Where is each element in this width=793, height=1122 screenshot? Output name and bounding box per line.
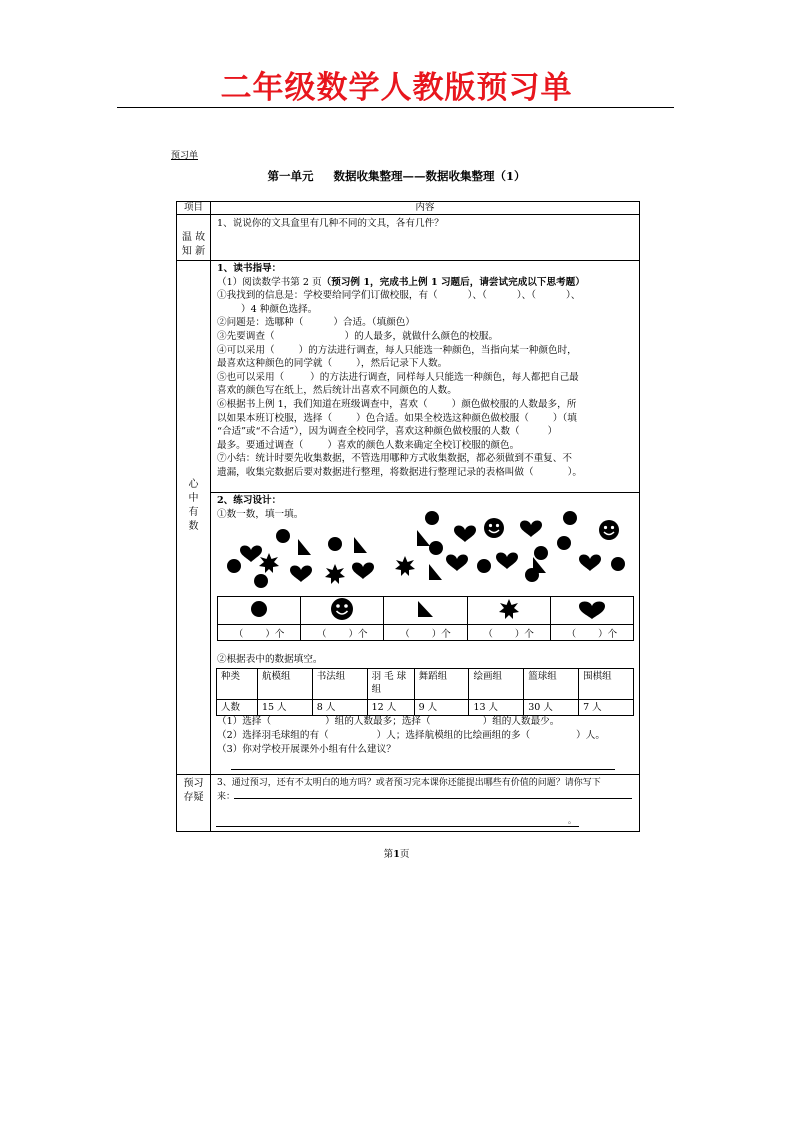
review-content-cell: [210, 214, 640, 261]
mind-label-4: 数: [188, 521, 199, 532]
group-data-table: [216, 668, 634, 716]
heart-icon: [579, 602, 605, 620]
review-question: 1、说说你的文具盒里有几种不同的文具，各有几件？: [217, 218, 444, 229]
s1-line8: ⑤也可以采用（ ）的方法进行调查，同样每人只能选一种颜色，每人都把自己最: [217, 371, 579, 383]
count-label: 人数: [217, 700, 258, 716]
section1-title: 1、读书指导：: [217, 263, 282, 274]
group-cell: 篮球组: [524, 669, 579, 700]
mind-label-cell: [176, 260, 211, 775]
s1-line10: ⑥根据书上例 1，我们知道在班级调查中，喜欢（ ）颜色做校服的人数最多，所: [217, 398, 577, 410]
count-cell-triangle: [384, 597, 467, 625]
mind-label-2: 中: [188, 493, 199, 504]
circle-icon: [425, 511, 439, 525]
header-item-cell: [176, 201, 211, 215]
s1-line12: “合适”或“不合适”），因为调查全校同学，喜欢这种颜色做校服的人数（ ）: [217, 426, 558, 438]
count-table: [217, 596, 634, 641]
count-cell-heart: [550, 597, 633, 625]
count-value: 12 人: [367, 700, 414, 716]
circle-icon: [276, 529, 290, 543]
heart-icon: [579, 555, 601, 572]
preview-label-2: 存疑: [183, 792, 204, 803]
star-icon: [499, 599, 519, 619]
group-cell: 围棋组: [579, 669, 634, 700]
review-label-cell: [176, 214, 211, 261]
section2-title: 2、练习设计：: [217, 495, 282, 506]
heart-icon: [240, 546, 262, 563]
mind-label-1: 心: [188, 479, 199, 490]
smiley-icon: [484, 518, 504, 538]
preview-question-line1: 3、通过预习，还有不太明白的地方吗？或者预习完本课你还能提出哪些有价值的问题？请你写下: [217, 778, 601, 788]
s1-line2: ①我找到的信息是：学校要给同学们订做校服，有（ ）、（ ）、（ ）、: [217, 290, 581, 302]
preview-answer-line-1[interactable]: [234, 798, 632, 799]
group-cell: 羽 毛 球组: [367, 669, 414, 700]
triangle-icon: [354, 537, 367, 553]
end-mark: 。: [568, 816, 576, 825]
doc-label: 预习单: [171, 151, 199, 161]
s1-line6: ④可以采用（ ）的方法进行调查，每人只能选一种颜色，当指向某一种颜色时，: [217, 344, 577, 356]
question-2: （2）选择羽毛球组的有（ ）人；选择航模组的比绘画组的多（ ）人。: [217, 730, 605, 741]
circle-icon: [477, 559, 491, 573]
heart-icon: [454, 526, 476, 543]
triangle-icon: [418, 601, 433, 617]
star-icon: [325, 564, 345, 584]
count-cell-star: [467, 597, 550, 625]
review-label-2: 知 新: [181, 246, 206, 257]
count-value: 15 人: [257, 700, 312, 716]
s1-line3: ）4 种颜色选择。: [241, 303, 318, 315]
count-value: 9 人: [414, 700, 469, 716]
shape-cluster: [213, 508, 633, 596]
s1-line9: 喜欢的颜色写在纸上，然后统计出喜欢不同颜色的人数。: [217, 385, 457, 397]
triangle-icon: [417, 530, 430, 546]
lesson-title: 数据收集整理——数据收集整理（1）: [333, 169, 526, 183]
reading-guide-cell: [210, 260, 640, 493]
question-3: （3）你对学校开展课外小组有什么建议？: [217, 744, 396, 755]
count-value: 7 人: [579, 700, 634, 716]
heart-icon: [352, 563, 374, 580]
s1-line1: （1）阅读数学书第 2 页（预习例 1，完成书上例 1 习题后，请尝试完成以下思考题）: [217, 276, 585, 288]
count-blank[interactable]: （ ）个: [301, 625, 384, 641]
count-blank[interactable]: （ ）个: [218, 625, 301, 641]
s1-line15: 遗漏，收集完数据后要对数据进行整理，将数据进行整理记录的表格叫做（ ）。: [217, 466, 582, 478]
s1-line5: ③先要调查（ ）的人最多，就做什么颜色的校服。: [217, 330, 499, 342]
s1-line14: ⑦小结：统计时要先收集数据，不管选用哪种方式收集数据，都必须做到不重复、不: [217, 453, 572, 465]
count-blank[interactable]: （ ）个: [384, 625, 467, 641]
star-icon: [395, 556, 415, 576]
group-cell: 绘画组: [469, 669, 524, 700]
count-value: 8 人: [312, 700, 367, 716]
triangle-icon: [298, 539, 311, 555]
circle-icon: [563, 511, 577, 525]
unit-label: 第一单元: [267, 169, 314, 183]
heart-icon: [290, 566, 312, 583]
count-blank[interactable]: （ ）个: [550, 625, 633, 641]
group-cell: 航模组: [257, 669, 312, 700]
smiley-icon: [330, 597, 354, 621]
count-value: 30 人: [524, 700, 579, 716]
kind-label: 种类: [217, 669, 258, 700]
s1-line4: ②问题是：选哪种（ ）合适。（填颜色）: [217, 317, 415, 329]
count-blank[interactable]: （ ）个: [467, 625, 550, 641]
page-footer: 第1页: [383, 849, 410, 860]
triangle-icon: [429, 564, 442, 580]
circle-icon: [328, 537, 342, 551]
header-content-cell: [210, 201, 640, 215]
circle-icon: [534, 546, 548, 560]
heart-icon: [446, 555, 468, 572]
group-cell: 舞蹈组: [414, 669, 469, 700]
smiley-icon: [599, 520, 619, 540]
circle-icon: [227, 559, 241, 573]
group-cell: 书法组: [312, 669, 367, 700]
page-heading: [0, 168, 793, 184]
star-icon: [259, 553, 279, 573]
circle-icon: [251, 601, 267, 617]
circle-icon: [429, 541, 443, 555]
s1-line11: 以如果本班订校服，选择（ ）色合适。如果全校选这种颜色做校服（ ）（填: [217, 412, 577, 424]
mind-label-3: 有: [188, 507, 199, 518]
exercise2-prompt: ②根据表中的数据填空。: [217, 654, 323, 665]
count-cell-circle: [218, 597, 301, 625]
count-value: 13 人: [469, 700, 524, 716]
preview-question-line2: 来：: [217, 791, 236, 802]
preview-label-1: 预习: [183, 778, 204, 789]
s1-line7: 最喜欢这种颜色的同学就（ ），然后记录下人数。: [217, 358, 448, 370]
count-cell-smiley: [301, 597, 384, 625]
heart-icon: [520, 521, 542, 538]
suggestion-answer-line[interactable]: [231, 769, 615, 770]
circle-icon: [254, 574, 268, 588]
preview-answer-line-2[interactable]: [216, 826, 579, 827]
circle-icon: [557, 536, 571, 550]
banner-title: 二年级数学人教版预习单: [220, 70, 573, 106]
header-item-label: 项目: [183, 202, 203, 213]
heart-icon: [496, 553, 518, 570]
circle-icon: [611, 557, 625, 571]
preview-label-cell: [176, 774, 211, 832]
exercise1-prompt: ①数一数，填一填。: [217, 508, 304, 520]
banner-rule: [117, 107, 674, 108]
s1-line13: 最多。要通过调查（ ）喜欢的颜色人数来确定全校订校服的颜色。: [217, 439, 520, 451]
question-1: （1）选择（ ）组的人数最多；选择（ ）组的人数最少。: [217, 716, 560, 727]
page-number: 1: [393, 849, 400, 860]
review-label-1: 温 故: [181, 232, 206, 243]
header-content-label: 内容: [415, 202, 435, 213]
